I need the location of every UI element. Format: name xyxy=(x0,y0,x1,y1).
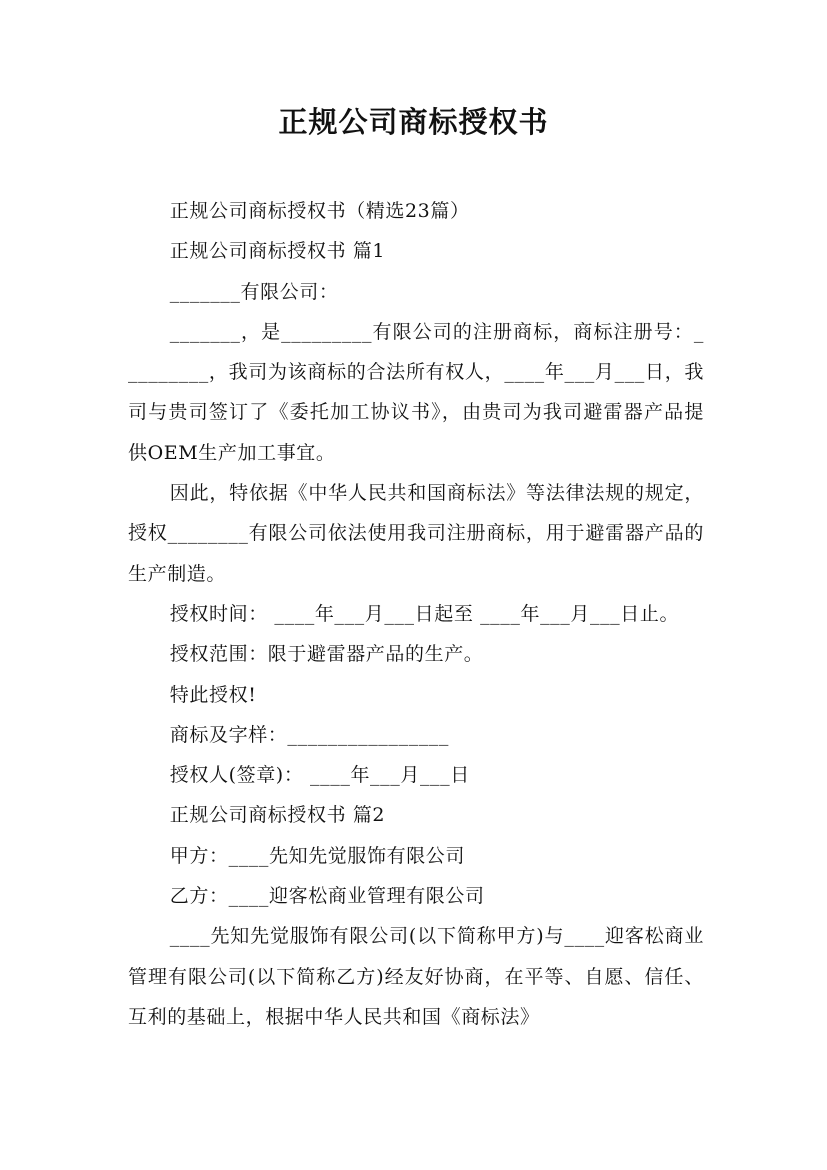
paragraph-hereby-authorized: 特此授权! xyxy=(169,683,257,706)
paragraph-authorization-basis: 因此，特依据《中华人民共和国商标法》等法律法规的规定，授权________有限公司依法使用我司注册商标，用于避雷器产品的生产制造。 xyxy=(128,482,704,585)
paragraph-section-1-heading: 正规公司商标授权书 篇1 xyxy=(169,240,386,263)
paragraph-party-b: 乙方：____迎客松商业管理有限公司 xyxy=(169,885,485,908)
paragraph-trademark-wording: 商标及字样：________________ xyxy=(169,723,449,746)
paragraph-authorization-scope: 授权范围：限于避雷器产品的生产。 xyxy=(169,643,484,666)
paragraph-authorization-period: 授权时间： ____年___月___日起至 ____年___月___日止。 xyxy=(169,602,680,625)
paragraph-agreement-intro: ____先知先觉服饰有限公司(以下简称甲方)与____迎客松商业管理有限公司(以下简称乙方)经友好协商，在平等、自愿、信任、互利的基础上，根据中华人民共和国《商标法》 xyxy=(128,925,704,1028)
paragraph-section-2-heading: 正规公司商标授权书 篇2 xyxy=(169,804,386,827)
paragraph-trademark-statement: _______，是_________有限公司的注册商标，商标注册号：_________，我司为该商标的合法所有权人，____年___月___日，我司与贵司签订了《委托加工协议书》，由贵司为我司避雷器产品提供OEM生产加工事宜。 xyxy=(128,320,704,464)
paragraph-addressee: _______有限公司： xyxy=(169,280,339,303)
document-title: 正规公司商标授权书 xyxy=(278,105,549,139)
paragraph-party-a: 甲方：____先知先觉服饰有限公司 xyxy=(169,844,465,867)
paragraph-collection-heading: 正规公司商标授权书（精选23篇） xyxy=(169,200,470,222)
paragraph-authorizer-signature: 授权人(签章)： ____年___月___日 xyxy=(169,764,470,787)
document-body xyxy=(128,191,704,1037)
